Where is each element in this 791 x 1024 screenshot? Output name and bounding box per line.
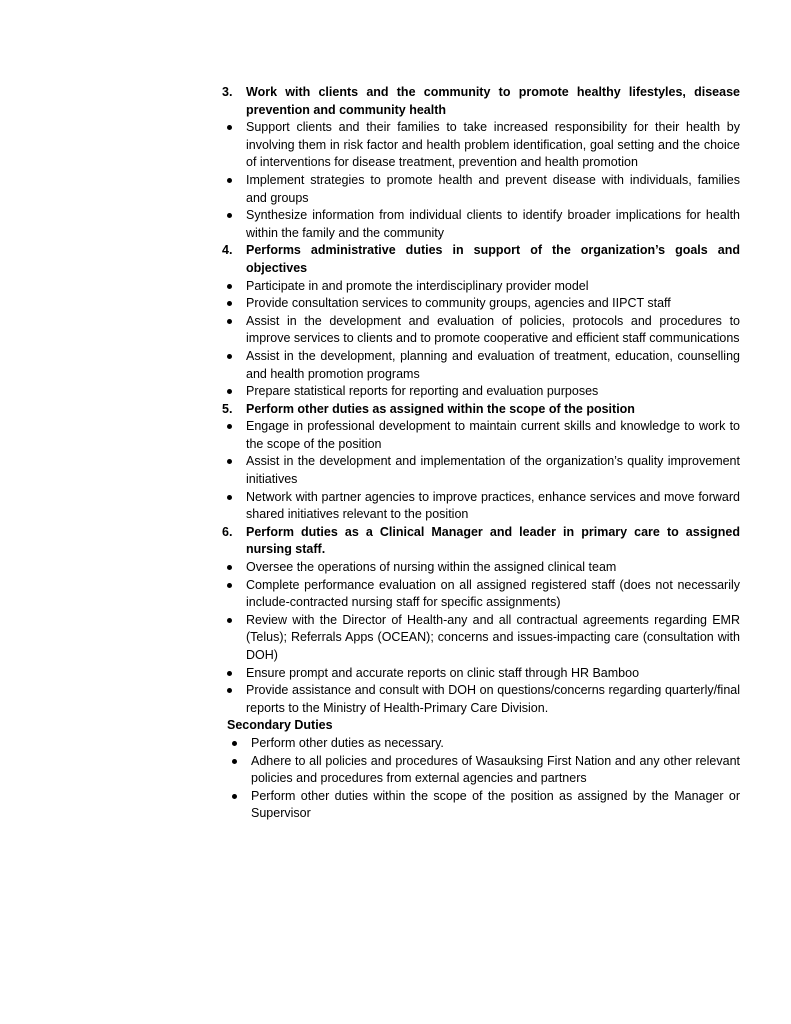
- section-heading: [222, 242, 740, 277]
- bullet-icon: [222, 665, 246, 683]
- section-title: Perform duties as a Clinical Manager and leader in primary care to assigned nursing staff.: [246, 524, 740, 557]
- duty-text: Oversee the operations of nursing within the assigned clinical team: [246, 560, 617, 575]
- duty-text: Assist in the development, planning and evaluation of treatment, education, counselling and health promotion programs: [246, 348, 740, 381]
- section-number: 4.: [222, 243, 233, 258]
- section-heading: [222, 401, 740, 419]
- duty-text: Engage in professional development to maintain current skills and knowledge to work to the scope of the position: [246, 419, 740, 451]
- bullet-icon: [222, 612, 246, 665]
- duty-item: [222, 172, 740, 207]
- duty-item: [222, 383, 740, 401]
- duty-text: Perform other duties within the scope of the position as assigned by the Manager or Supervisor: [251, 788, 740, 821]
- secondary-duty-list: [227, 735, 740, 823]
- duty-text: Prepare statistical reports for reporting and evaluation purposes: [246, 384, 599, 399]
- bullet-icon: [227, 788, 251, 823]
- secondary-duties-title: Secondary Duties: [227, 718, 333, 733]
- duty-text: Assist in the development and implementation of the organization’s quality improvement initiatives: [246, 454, 740, 487]
- duty-item: [222, 577, 740, 612]
- bullet-icon: [222, 453, 246, 488]
- duty-item: [222, 313, 740, 348]
- duty-text: Review with the Director of Health-any and all contractual agreements regarding EMR (Telus); Referrals Apps (OCEAN); concerns and issues-impacting care (consultation with DOH): [246, 612, 740, 662]
- bullet-icon: [222, 278, 246, 296]
- bullet-icon: [222, 172, 246, 207]
- bullet-icon: [222, 559, 246, 577]
- section-heading: [222, 84, 740, 119]
- bullet-icon: [222, 383, 246, 401]
- section-number: 6.: [222, 524, 233, 539]
- section-number: 3.: [222, 85, 233, 99]
- duty-text: Support clients and their families to take increased responsibility for their health by involving them in risk factor and health problem identification, goal setting and the choice of interventions for disease treatment, prevention and health promotion: [246, 120, 740, 170]
- duty-item: [222, 207, 740, 242]
- bullet-icon: [227, 735, 251, 753]
- duty-list: [222, 119, 740, 242]
- duty-item: [222, 682, 740, 717]
- section-number: 5.: [222, 401, 233, 416]
- section-title: Performs administrative duties in support of the organization’s goals and objectives: [246, 243, 740, 275]
- duty-item: [222, 418, 740, 453]
- bullet-icon: [222, 207, 246, 242]
- duty-item: [222, 489, 740, 524]
- section-heading: [222, 524, 740, 559]
- duty-list: [222, 418, 740, 524]
- duty-list: [222, 559, 740, 717]
- duty-text: Synthesize information from individual clients to identify broader implications for health within the family and the community: [246, 208, 740, 240]
- section-5: [222, 401, 740, 524]
- duty-text: Perform other duties as necessary.: [251, 735, 444, 750]
- duty-item: [227, 753, 740, 788]
- section-title: Work with clients and the community to promote healthy lifestyles, disease prevention and community health: [246, 85, 740, 117]
- bullet-icon: [222, 489, 246, 524]
- duty-item: [222, 612, 740, 665]
- duty-text: Participate in and promote the interdisciplinary provider model: [246, 278, 589, 293]
- bullet-icon: [222, 295, 246, 313]
- duty-text: Complete performance evaluation on all assigned registered staff (does not necessarily include-contracted nursing staff for specific assignments): [246, 577, 740, 610]
- bullet-icon: [222, 682, 246, 717]
- bullet-icon: [222, 119, 246, 172]
- secondary-duties: [222, 717, 740, 823]
- duty-item: [222, 453, 740, 488]
- duty-item: [222, 278, 740, 296]
- section-3: [222, 84, 740, 242]
- duty-item: [227, 735, 740, 753]
- duty-text: Assist in the development and evaluation of policies, protocols and procedures to improve services to clients and to promote cooperative and efficient staff communications: [246, 313, 740, 346]
- bullet-icon: [222, 313, 246, 348]
- duty-item: [227, 788, 740, 823]
- bullet-icon: [222, 577, 246, 612]
- duty-text: Adhere to all policies and procedures of Wasauksing First Nation and any other relevant policies and procedures from external agencies and partners: [251, 753, 740, 786]
- duty-text: Network with partner agencies to improve practices, enhance services and move forward shared initiatives relevant to the position: [246, 489, 740, 522]
- duty-text: Ensure prompt and accurate reports on clinic staff through HR Bamboo: [246, 665, 640, 680]
- duty-text: Provide assistance and consult with DOH on questions/concerns regarding quarterly/final reports to the Ministry of Health-Primary Care Division.: [246, 683, 740, 715]
- duty-item: [222, 119, 740, 172]
- bullet-icon: [222, 418, 246, 453]
- section-title: Perform other duties as assigned within the scope of the position: [246, 401, 635, 416]
- section-6: [222, 524, 740, 718]
- duty-item: [222, 348, 740, 383]
- bullet-icon: [222, 348, 246, 383]
- section-4: [222, 242, 740, 400]
- duty-text: Provide consultation services to community groups, agencies and IIPCT staff: [246, 296, 671, 311]
- duty-item: [222, 559, 740, 577]
- bullet-icon: [227, 753, 251, 788]
- duty-item: [222, 295, 740, 313]
- duties-content: [222, 84, 740, 823]
- duty-list: [222, 278, 740, 401]
- duty-text: Implement strategies to promote health and prevent disease with individuals, families and groups: [246, 172, 740, 205]
- duty-item: [222, 665, 740, 683]
